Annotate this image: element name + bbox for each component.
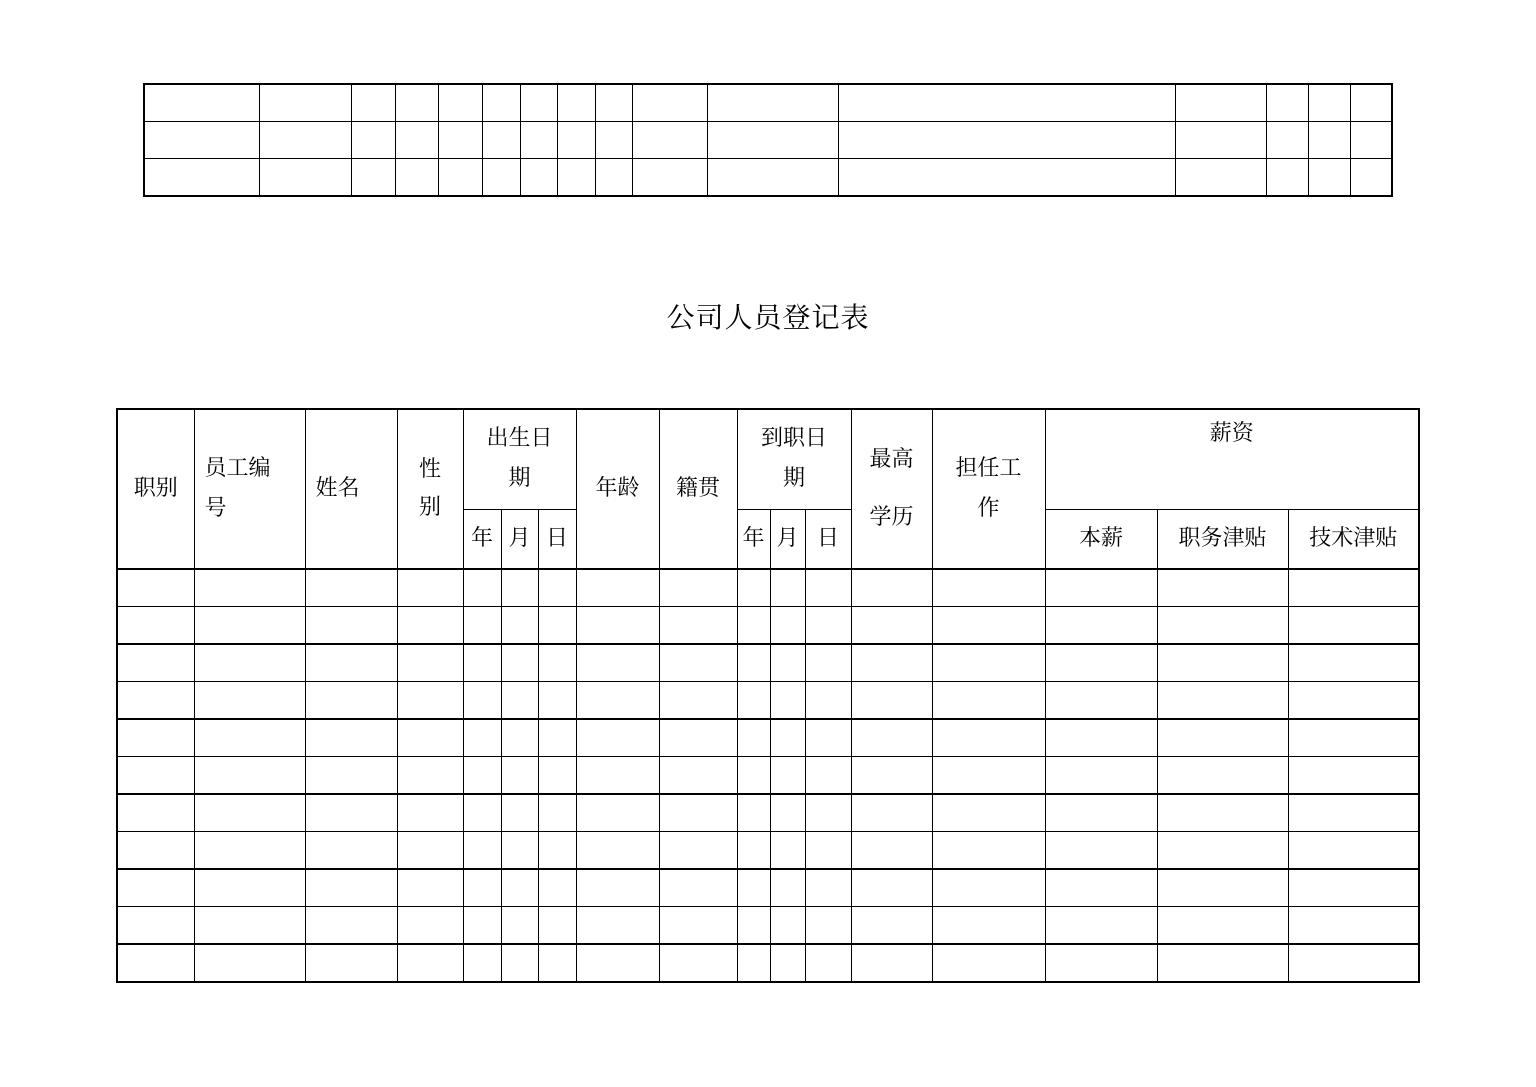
table-cell[interactable] [144,122,259,159]
table-cell[interactable] [305,832,397,870]
table-cell[interactable] [659,794,737,832]
table-cell[interactable] [932,944,1045,982]
table-cell[interactable] [538,719,576,757]
header-birth-day: 日 [538,509,576,569]
table-cell[interactable] [194,719,305,757]
table-cell[interactable] [1288,719,1419,757]
table-cell[interactable] [482,159,520,197]
header-native-place: 籍贯 [659,409,737,569]
header-job-role: 担任工作 [932,409,1045,569]
table-cell[interactable] [838,122,1175,159]
table-row [117,869,1419,907]
table-cell[interactable] [659,644,737,682]
table-cell[interactable] [538,794,576,832]
table-row [117,644,1419,682]
table-cell[interactable] [851,719,932,757]
table-cell[interactable] [117,607,194,645]
header-employee-id: 员工编号 [194,409,305,569]
table-cell[interactable] [805,869,851,907]
table-cell[interactable] [737,644,770,682]
table-cell[interactable] [1288,757,1419,795]
table-cell[interactable] [659,719,737,757]
table-cell[interactable] [1045,569,1157,607]
table-cell[interactable] [576,569,659,607]
table-cell[interactable] [144,159,259,197]
table-cell[interactable] [1308,159,1350,197]
header-name: 姓名 [305,409,397,569]
table-cell[interactable] [501,869,538,907]
table-cell[interactable] [1288,569,1419,607]
table-cell[interactable] [1175,84,1266,122]
header-hire-year: 年 [737,509,770,569]
table-cell[interactable] [805,569,851,607]
table-cell[interactable] [770,757,805,795]
table-cell[interactable] [805,682,851,720]
header-hire-month: 月 [770,509,805,569]
table-cell[interactable] [194,944,305,982]
table-cell[interactable] [305,907,397,945]
table-cell[interactable] [482,84,520,122]
table-cell[interactable] [1288,607,1419,645]
table-row [117,719,1419,757]
table-cell[interactable] [707,159,838,197]
table-cell[interactable] [737,907,770,945]
table-cell[interactable] [932,869,1045,907]
table-cell[interactable] [194,569,305,607]
table-cell[interactable] [737,832,770,870]
table-cell[interactable] [932,719,1045,757]
table-cell[interactable] [1350,122,1392,159]
table-cell[interactable] [463,907,501,945]
table-cell[interactable] [397,569,463,607]
table-cell[interactable] [1288,794,1419,832]
table-cell[interactable] [576,719,659,757]
table-cell[interactable] [851,569,932,607]
table-cell[interactable] [194,869,305,907]
table-cell[interactable] [576,757,659,795]
table-cell[interactable] [557,84,595,122]
table-cell[interactable] [501,907,538,945]
table-cell[interactable] [659,907,737,945]
table-cell[interactable] [538,644,576,682]
table-cell[interactable] [305,719,397,757]
table-cell[interactable] [1175,159,1266,197]
header-position-allowance: 职务津贴 [1157,509,1288,569]
table-cell[interactable] [932,832,1045,870]
table-cell[interactable] [805,644,851,682]
table-row [117,607,1419,645]
table-cell[interactable] [463,607,501,645]
table-cell[interactable] [538,944,576,982]
table-cell[interactable] [1157,832,1288,870]
table-cell[interactable] [805,944,851,982]
table-cell[interactable] [1045,607,1157,645]
table-cell[interactable] [737,682,770,720]
table-cell[interactable] [1350,159,1392,197]
table-cell[interactable] [259,84,351,122]
table-cell[interactable] [259,122,351,159]
employee-registration-table [116,408,1420,983]
table-row [117,794,1419,832]
table-cell[interactable] [851,944,932,982]
table-cell[interactable] [501,757,538,795]
table-cell[interactable] [259,159,351,197]
table-cell[interactable] [1157,944,1288,982]
table-cell[interactable] [117,719,194,757]
table-cell[interactable] [770,944,805,982]
table-cell[interactable] [1266,122,1308,159]
table-cell[interactable] [194,907,305,945]
table-cell[interactable] [1266,159,1308,197]
table-cell[interactable] [707,122,838,159]
header-position: 职别 [117,409,194,569]
table-cell[interactable] [576,869,659,907]
table-cell[interactable] [576,832,659,870]
table-cell[interactable] [1288,832,1419,870]
table-cell[interactable] [397,607,463,645]
table-cell[interactable] [117,907,194,945]
table-cell[interactable] [397,907,463,945]
table-cell[interactable] [932,644,1045,682]
table-cell[interactable] [707,84,838,122]
header-row-main [117,409,1419,509]
table-cell[interactable] [397,944,463,982]
table-cell[interactable] [538,607,576,645]
header-birth-year: 年 [463,509,501,569]
table-cell[interactable] [305,607,397,645]
table-cell[interactable] [838,84,1175,122]
table-cell[interactable] [595,159,632,197]
table-cell[interactable] [576,682,659,720]
table-cell[interactable] [397,719,463,757]
table-cell[interactable] [194,644,305,682]
table-cell[interactable] [305,757,397,795]
table-cell[interactable] [1266,84,1308,122]
table-cell[interactable] [463,569,501,607]
table-cell[interactable] [770,869,805,907]
table-cell[interactable] [1350,84,1392,122]
table-cell[interactable] [117,569,194,607]
table-cell[interactable] [659,682,737,720]
table-cell[interactable] [395,84,438,122]
table-cell[interactable] [770,832,805,870]
table-row [117,757,1419,795]
table-cell[interactable] [463,682,501,720]
table-cell[interactable] [1045,907,1157,945]
table-cell[interactable] [659,869,737,907]
table-cell[interactable] [737,569,770,607]
table-cell[interactable] [770,907,805,945]
table-cell[interactable] [851,644,932,682]
table-cell[interactable] [576,907,659,945]
table-cell[interactable] [395,159,438,197]
table-cell[interactable] [851,907,932,945]
table-cell[interactable] [395,122,438,159]
table-cell[interactable] [463,944,501,982]
table-cell[interactable] [932,682,1045,720]
table-cell[interactable] [1157,719,1288,757]
table-cell[interactable] [397,757,463,795]
table-cell[interactable] [501,644,538,682]
table-cell[interactable] [805,794,851,832]
table-cell[interactable] [1045,719,1157,757]
table-cell[interactable] [438,84,482,122]
previous-page-table [143,83,1393,197]
top-table-row [144,84,1392,122]
table-cell[interactable] [463,757,501,795]
table-row [117,907,1419,945]
table-cell[interactable] [932,794,1045,832]
table-cell[interactable] [463,832,501,870]
table-cell[interactable] [557,122,595,159]
table-cell[interactable] [805,757,851,795]
table-cell[interactable] [194,757,305,795]
table-cell[interactable] [1288,907,1419,945]
table-cell[interactable] [770,644,805,682]
table-cell[interactable] [538,682,576,720]
table-cell[interactable] [851,757,932,795]
table-cell[interactable] [463,794,501,832]
table-row [117,944,1419,982]
table-cell[interactable] [932,607,1045,645]
table-cell[interactable] [117,944,194,982]
table-cell[interactable] [194,607,305,645]
table-cell[interactable] [770,682,805,720]
table-cell[interactable] [305,569,397,607]
header-gender: 性别 [397,409,463,569]
header-birth-month: 月 [501,509,538,569]
table-cell[interactable] [805,907,851,945]
table-cell[interactable] [557,159,595,197]
table-cell[interactable] [305,682,397,720]
table-cell[interactable] [851,832,932,870]
table-cell[interactable] [1157,607,1288,645]
table-cell[interactable] [194,794,305,832]
table-cell[interactable] [770,794,805,832]
table-cell[interactable] [397,644,463,682]
table-cell[interactable] [805,607,851,645]
table-cell[interactable] [1045,832,1157,870]
table-cell[interactable] [520,84,557,122]
table-cell[interactable] [117,682,194,720]
table-cell[interactable] [351,159,395,197]
table-cell[interactable] [770,607,805,645]
table-cell[interactable] [117,757,194,795]
table-cell[interactable] [1045,869,1157,907]
table-cell[interactable] [305,794,397,832]
table-cell[interactable] [770,569,805,607]
table-cell[interactable] [1045,644,1157,682]
table-cell[interactable] [501,682,538,720]
table-cell[interactable] [851,869,932,907]
table-cell[interactable] [397,869,463,907]
table-cell[interactable] [438,122,482,159]
table-cell[interactable] [659,569,737,607]
table-cell[interactable] [632,84,707,122]
table-cell[interactable] [805,719,851,757]
table-cell[interactable] [305,644,397,682]
table-cell[interactable] [1157,569,1288,607]
table-row [117,569,1419,607]
top-table-row [144,122,1392,159]
table-cell[interactable] [463,644,501,682]
table-cell[interactable] [463,869,501,907]
header-base-salary: 本薪 [1045,509,1157,569]
table-cell[interactable] [737,757,770,795]
table-cell[interactable] [632,159,707,197]
table-cell[interactable] [1157,757,1288,795]
table-cell[interactable] [1288,869,1419,907]
table-cell[interactable] [659,832,737,870]
table-cell[interactable] [737,794,770,832]
table-cell[interactable] [737,607,770,645]
table-cell[interactable] [144,84,259,122]
table-cell[interactable] [595,122,632,159]
table-cell[interactable] [538,569,576,607]
table-cell[interactable] [397,682,463,720]
table-cell[interactable] [117,869,194,907]
table-cell[interactable] [305,869,397,907]
table-cell[interactable] [501,944,538,982]
table-cell[interactable] [117,832,194,870]
table-cell[interactable] [595,84,632,122]
table-cell[interactable] [538,907,576,945]
table-cell[interactable] [1045,757,1157,795]
table-cell[interactable] [1288,644,1419,682]
table-cell[interactable] [851,682,932,720]
table-cell[interactable] [770,719,805,757]
table-cell[interactable] [194,832,305,870]
table-cell[interactable] [351,122,395,159]
top-table-row [144,159,1392,197]
table-cell[interactable] [194,682,305,720]
header-technical-allowance: 技术津贴 [1288,509,1419,569]
header-hire-day: 日 [805,509,851,569]
table-cell[interactable] [351,84,395,122]
table-cell[interactable] [1308,122,1350,159]
table-cell[interactable] [737,944,770,982]
table-cell[interactable] [805,832,851,870]
table-cell[interactable] [501,832,538,870]
table-cell[interactable] [501,569,538,607]
table-cell[interactable] [538,757,576,795]
table-row [117,832,1419,870]
table-cell[interactable] [463,719,501,757]
table-cell[interactable] [117,644,194,682]
table-cell[interactable] [538,869,576,907]
table-cell[interactable] [397,794,463,832]
table-cell[interactable] [932,569,1045,607]
table-cell[interactable] [576,644,659,682]
table-cell[interactable] [838,159,1175,197]
table-cell[interactable] [1157,869,1288,907]
table-cell[interactable] [1045,682,1157,720]
header-hire-date: 到职日期 [737,409,851,509]
table-cell[interactable] [501,607,538,645]
table-cell[interactable] [501,719,538,757]
table-cell[interactable] [932,907,1045,945]
header-education: 最高学历 [851,409,932,569]
table-cell[interactable] [737,869,770,907]
table-cell[interactable] [1157,682,1288,720]
header-birth-date: 出生日期 [463,409,576,509]
table-cell[interactable] [438,159,482,197]
table-cell[interactable] [659,757,737,795]
table-cell[interactable] [932,757,1045,795]
table-cell[interactable] [851,607,932,645]
header-salary: 薪资 [1045,409,1419,509]
table-cell[interactable] [520,122,557,159]
table-cell[interactable] [851,794,932,832]
page-title: 公司人员登记表 [666,301,870,334]
table-cell[interactable] [538,832,576,870]
table-cell[interactable] [576,607,659,645]
table-cell[interactable] [117,794,194,832]
table-row [117,682,1419,720]
table-cell[interactable] [397,832,463,870]
table-cell[interactable] [1157,794,1288,832]
header-age: 年龄 [576,409,659,569]
table-cell[interactable] [1157,644,1288,682]
table-cell[interactable] [501,794,538,832]
table-cell[interactable] [1175,122,1266,159]
table-cell[interactable] [737,719,770,757]
table-cell[interactable] [576,794,659,832]
table-cell[interactable] [520,159,557,197]
table-cell[interactable] [482,122,520,159]
table-cell[interactable] [1157,907,1288,945]
table-cell[interactable] [1288,944,1419,982]
table-cell[interactable] [1308,84,1350,122]
table-cell[interactable] [1288,682,1419,720]
table-cell[interactable] [576,944,659,982]
table-cell[interactable] [1045,794,1157,832]
table-cell[interactable] [659,607,737,645]
table-cell[interactable] [632,122,707,159]
table-cell[interactable] [305,944,397,982]
table-cell[interactable] [1045,944,1157,982]
table-cell[interactable] [659,944,737,982]
